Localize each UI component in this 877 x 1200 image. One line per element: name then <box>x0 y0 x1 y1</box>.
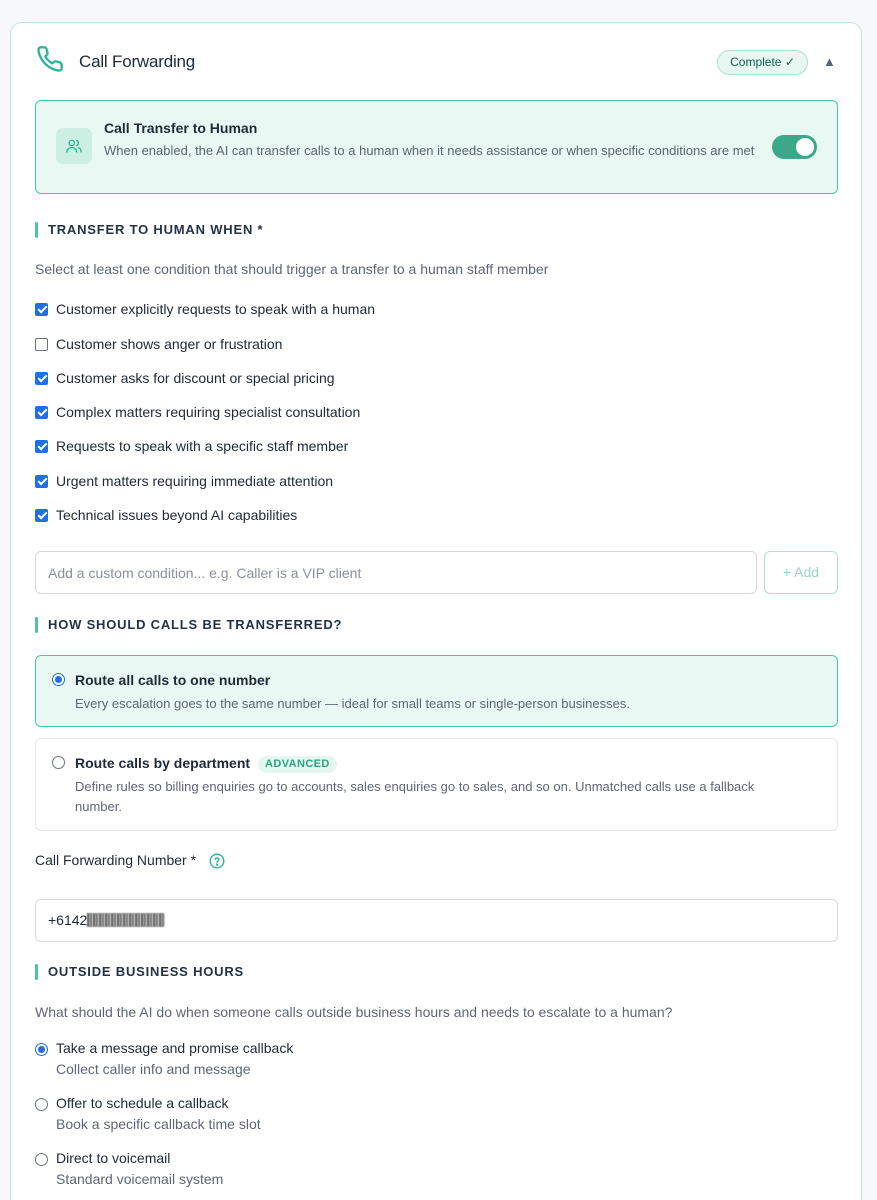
condition-checkbox-row[interactable] <box>35 505 297 525</box>
condition-checkbox-row[interactable] <box>35 436 348 456</box>
outside-hours-option-title: Direct to voicemail <box>56 1150 171 1166</box>
condition-label: Customer asks for discount or special pricing <box>56 370 335 386</box>
condition-checkbox[interactable] <box>35 475 48 488</box>
custom-condition-input[interactable] <box>35 551 757 594</box>
outside-hours-helper: What should the AI do when someone calls outside business hours and needs to escalate to a human? <box>35 1004 673 1020</box>
phone-number-value: +6142 <box>48 912 88 928</box>
call-transfer-toggle[interactable] <box>772 135 817 159</box>
people-icon <box>56 128 92 164</box>
condition-checkbox[interactable] <box>35 509 48 522</box>
condition-checkbox[interactable] <box>35 406 48 419</box>
condition-label: Technical issues beyond AI capabilities <box>56 507 298 523</box>
condition-checkbox[interactable] <box>35 372 48 385</box>
route-radio[interactable] <box>52 673 65 686</box>
condition-checkbox-row[interactable] <box>35 368 335 388</box>
forwarding-number-input[interactable] <box>35 899 838 942</box>
card-title: Call Forwarding <box>79 52 196 71</box>
outside-hours-radio[interactable] <box>35 1153 48 1166</box>
advanced-badge: ADVANCED <box>258 756 337 773</box>
routing-heading: HOW SHOULD CALLS BE TRANSFERRED? <box>35 618 342 632</box>
outside-hours-option-subtitle: Book a specific callback time slot <box>56 1116 261 1132</box>
route-by-department-option[interactable] <box>35 738 838 831</box>
outside-hours-option-subtitle: Standard voicemail system <box>56 1171 224 1187</box>
route-one-number-option[interactable] <box>35 655 838 727</box>
condition-checkbox[interactable] <box>35 440 48 453</box>
outside-hours-option-title: Take a message and promise callback <box>56 1040 294 1056</box>
outside-hours-radio[interactable] <box>35 1043 48 1056</box>
toggle-knob <box>796 138 814 156</box>
condition-label: Customer shows anger or frustration <box>56 336 283 352</box>
condition-checkbox-row[interactable] <box>35 334 282 354</box>
route-option-title-wrap <box>75 755 337 773</box>
route-option-description: Every escalation goes to the same number — ideal for small teams or single-person businesses. <box>75 696 630 711</box>
condition-label: Requests to speak with a specific staff member <box>56 438 349 454</box>
outside-hours-radio[interactable] <box>35 1098 48 1111</box>
condition-label: Complex matters requiring specialist consultation <box>56 404 361 420</box>
condition-checkbox[interactable] <box>35 338 48 351</box>
transfer-conditions-heading: TRANSFER TO HUMAN WHEN * <box>35 223 263 237</box>
add-condition-button[interactable]: + Add <box>764 551 838 594</box>
outside-hours-option-title: Offer to schedule a callback <box>56 1095 229 1111</box>
call-transfer-title: Call Transfer to Human <box>104 120 258 136</box>
condition-label: Customer explicitly requests to speak with a human <box>56 301 376 317</box>
route-option-description: Define rules so billing enquiries go to accounts, sales enquiries go to sales, and so on. Unmatched calls use a fallback number. <box>75 779 755 814</box>
outside-hours-option-subtitle: Collect caller info and message <box>56 1061 251 1077</box>
transfer-conditions-helper: Select at least one condition that should trigger a transfer to a human staff member <box>35 261 549 277</box>
route-radio[interactable] <box>52 756 65 769</box>
collapse-chevron-icon[interactable]: ▲ <box>823 54 836 69</box>
condition-checkbox-row[interactable] <box>35 299 375 319</box>
condition-checkbox-row[interactable] <box>35 471 333 491</box>
condition-checkbox[interactable] <box>35 303 48 316</box>
outside-hours-heading: OUTSIDE BUSINESS HOURS <box>35 965 244 979</box>
question-circle-icon[interactable] <box>209 853 225 874</box>
redacted-digits <box>87 913 165 927</box>
condition-checkbox-row[interactable] <box>35 402 360 422</box>
route-option-title: Route calls by department <box>75 755 251 771</box>
call-transfer-description: When enabled, the AI can transfer calls to a human when it needs assistance or when specific conditions are met <box>104 143 755 158</box>
call-transfer-panel <box>35 100 838 194</box>
call-forwarding-card <box>10 22 862 1200</box>
route-option-title: Route all calls to one number <box>75 672 271 688</box>
card-header[interactable] <box>11 23 863 101</box>
forwarding-number-label: Call Forwarding Number * <box>35 852 197 868</box>
status-badge: Complete ✓ <box>717 50 808 75</box>
phone-icon <box>36 45 64 73</box>
condition-label: Urgent matters requiring immediate attention <box>56 473 334 489</box>
